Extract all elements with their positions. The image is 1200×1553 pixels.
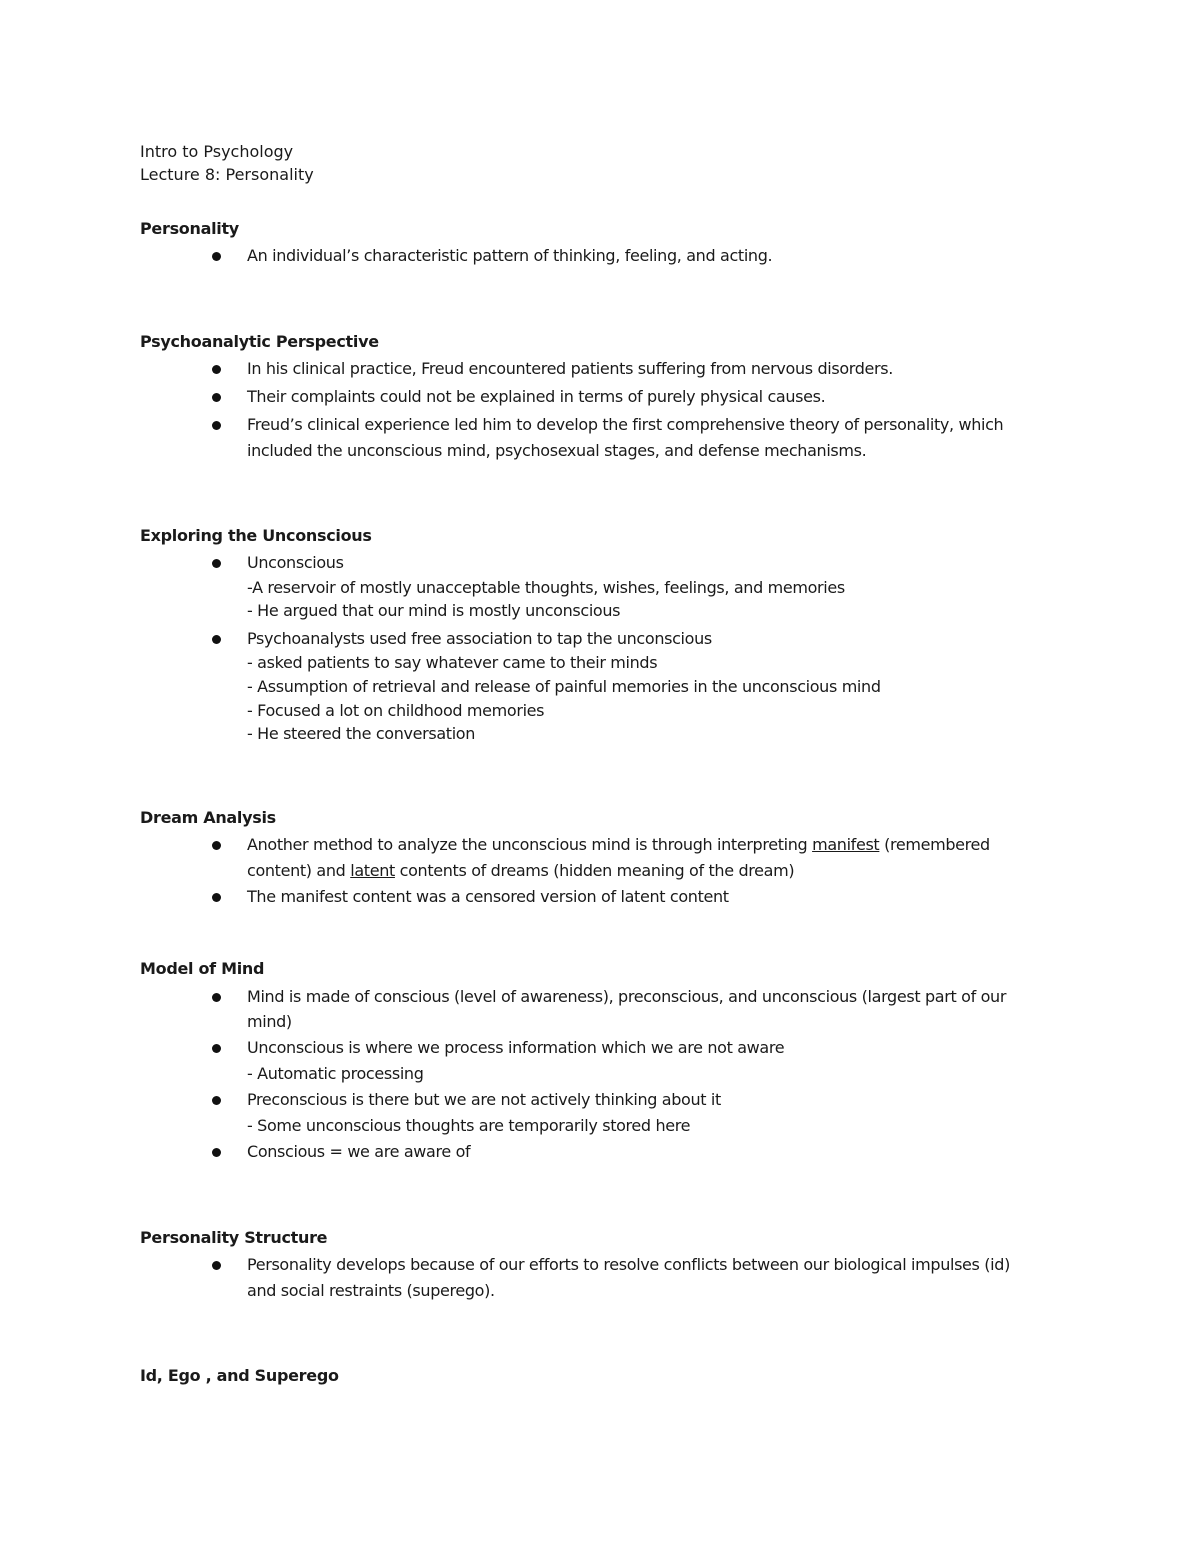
text-span: Another method to analyze the unconscious mind is through interpreting bbox=[247, 835, 813, 854]
bullet-icon bbox=[212, 993, 221, 1002]
section-heading-psychoanalytic: Psychoanalytic Perspective bbox=[140, 332, 379, 351]
section-heading-id-ego-superego: Id, Ego , and Superego bbox=[140, 1366, 339, 1385]
bullet-icon bbox=[212, 365, 221, 374]
list-item: Conscious = we are aware of bbox=[247, 1142, 471, 1161]
section-heading-unconscious: Exploring the Unconscious bbox=[140, 526, 372, 545]
bullet-icon bbox=[212, 1044, 221, 1053]
underlined-term: latent bbox=[350, 861, 395, 880]
bullet-icon bbox=[212, 393, 221, 402]
sub-item: -A reservoir of mostly unacceptable thoughts, wishes, feelings, and memories bbox=[247, 578, 845, 597]
bullet-icon bbox=[212, 635, 221, 644]
bullet-icon bbox=[212, 893, 221, 902]
text-span: contents of dreams (hidden meaning of the dream) bbox=[394, 861, 795, 880]
list-item: In his clinical practice, Freud encountered patients suffering from nervous disorders. bbox=[247, 359, 893, 378]
list-item: Unconscious bbox=[247, 553, 344, 572]
list-item: Personality develops because of our efforts to resolve conflicts between our biological impulses (id) bbox=[247, 1255, 1010, 1274]
lecture-title: Lecture 8: Personality bbox=[140, 165, 314, 184]
sub-item: - He argued that our mind is mostly unconscious bbox=[247, 601, 621, 620]
list-item bbox=[247, 834, 990, 856]
section-heading-structure: Personality Structure bbox=[140, 1228, 328, 1247]
bullet-icon bbox=[212, 841, 221, 850]
list-item-continuation: and social restraints (superego). bbox=[247, 1281, 495, 1300]
bullet-icon bbox=[212, 252, 221, 261]
list-item: Mind is made of conscious (level of awareness), preconscious, and unconscious (largest part of our bbox=[247, 987, 1007, 1006]
course-title: Intro to Psychology bbox=[140, 142, 294, 161]
bullet-icon bbox=[212, 559, 221, 568]
section-heading-model: Model of Mind bbox=[140, 959, 265, 978]
list-item-continuation: included the unconscious mind, psychosexual stages, and defense mechanisms. bbox=[247, 441, 867, 460]
bullet-icon bbox=[212, 421, 221, 430]
bullet-icon bbox=[212, 1148, 221, 1157]
list-item: Psychoanalysts used free association to tap the unconscious bbox=[247, 629, 712, 648]
list-item: Freud’s clinical experience led him to develop the first comprehensive theory of personality, which bbox=[247, 415, 1004, 434]
list-item-continuation bbox=[247, 860, 794, 882]
list-item: Unconscious is where we process information which we are not aware bbox=[247, 1038, 785, 1057]
sub-item: - He steered the conversation bbox=[247, 724, 476, 743]
list-item: An individual’s characteristic pattern of thinking, feeling, and acting. bbox=[247, 246, 773, 265]
section-heading-dream: Dream Analysis bbox=[140, 808, 276, 827]
list-item: Their complaints could not be explained in terms of purely physical causes. bbox=[247, 387, 826, 406]
sub-item: - Automatic processing bbox=[247, 1064, 424, 1083]
sub-item: - Some unconscious thoughts are temporarily stored here bbox=[247, 1116, 691, 1135]
bullet-icon bbox=[212, 1096, 221, 1105]
text-span: (remembered bbox=[879, 835, 990, 854]
sub-item: - Focused a lot on childhood memories bbox=[247, 701, 545, 720]
sub-item: - asked patients to say whatever came to their minds bbox=[247, 653, 658, 672]
sub-item: - Assumption of retrieval and release of painful memories in the unconscious mind bbox=[247, 677, 881, 696]
list-item: Preconscious is there but we are not actively thinking about it bbox=[247, 1090, 721, 1109]
list-item: The manifest content was a censored version of latent content bbox=[247, 887, 729, 906]
list-item-continuation: mind) bbox=[247, 1012, 292, 1031]
underlined-term: manifest bbox=[812, 835, 880, 854]
section-heading-personality: Personality bbox=[140, 219, 239, 238]
text-span: content) and bbox=[247, 861, 351, 880]
bullet-icon bbox=[212, 1261, 221, 1270]
